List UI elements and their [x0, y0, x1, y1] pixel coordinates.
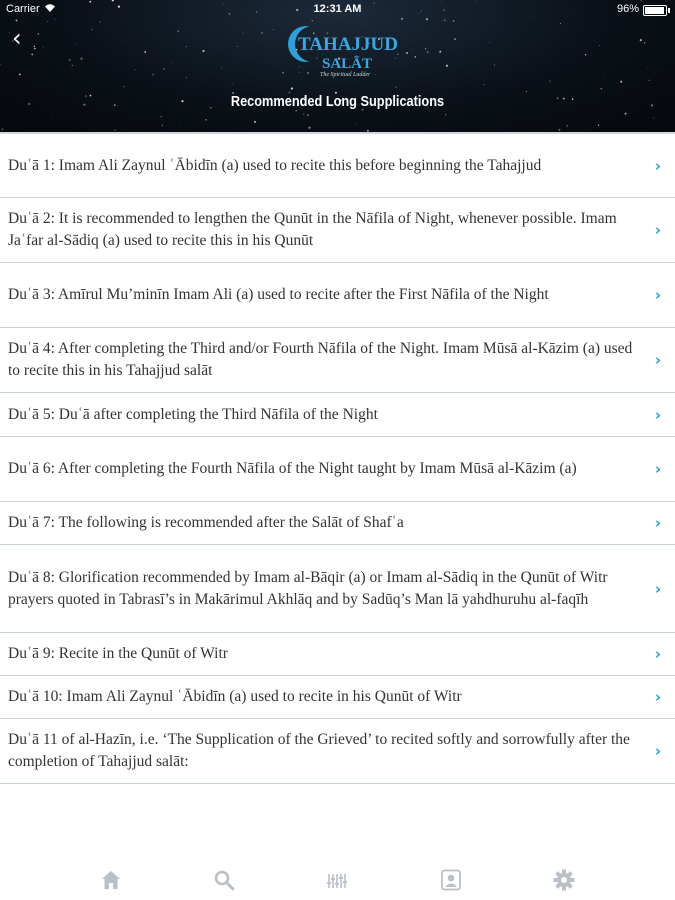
- app-logo: [286, 24, 398, 78]
- list-item-label: Duʿā 1: Imam Ali Zaynul ʿĀbidīn (a) used to recite this before beginning the Tahajjud: [8, 156, 542, 174]
- list-item-label: Duʿā 7: The following is recommended after the Salāt of Shafʿa: [8, 514, 404, 531]
- status-bar: [0, 0, 675, 20]
- chevron-right-icon: ›: [654, 688, 661, 706]
- gear-icon: [553, 869, 575, 891]
- list-item-label: Duʿā 3: Amīrul Mu’minīn Imam Ali (a) used to recite after the First Nāfila of the Night: [8, 286, 549, 303]
- list-item[interactable]: [0, 502, 675, 545]
- chevron-right-icon: ›: [654, 286, 661, 304]
- tab-settings[interactable]: [553, 869, 579, 895]
- list-item[interactable]: [0, 134, 675, 198]
- logo-tagline: The Spiritual Ladder: [320, 72, 371, 78]
- chevron-left-icon: ‹: [12, 24, 22, 52]
- chevron-right-icon: ›: [654, 514, 661, 532]
- list-item-label: Duʿā 5: Duʿā after completing the Third Nāfila of the Night: [8, 405, 378, 423]
- tab-contact[interactable]: [440, 869, 466, 895]
- chevron-right-icon: ›: [654, 156, 661, 175]
- chevron-right-icon: ›: [654, 351, 661, 369]
- list-item[interactable]: [0, 328, 675, 393]
- logo-line2: SALĀT: [322, 56, 373, 72]
- home-icon: [100, 869, 122, 891]
- chevron-right-icon: ›: [654, 742, 661, 760]
- list-item-label: Duʿā 10: Imam Ali Zaynul ʿĀbidīn (a) used to recite in his Qunūt of Witr: [8, 688, 462, 705]
- battery-percent: 96%: [616, 3, 639, 15]
- list-item[interactable]: [0, 545, 675, 633]
- list-item-label: Duʿā 2: It is recommended to lengthen the Qunūt in the Nāfila of Night, whenever possible. Imam Jaʿfar al-Sādiq (a) used to recite this in his Qunūt: [8, 210, 617, 249]
- logo-line1: TAHAJJUD: [298, 34, 398, 55]
- carrier-label: Carrier: [6, 3, 40, 15]
- chevron-right-icon: ›: [654, 645, 661, 663]
- tab-search[interactable]: [213, 869, 239, 895]
- list-item[interactable]: [0, 633, 675, 676]
- battery-icon: [643, 5, 667, 16]
- list-item[interactable]: [0, 263, 675, 328]
- list-item[interactable]: [0, 437, 675, 502]
- contact-icon: [440, 869, 462, 891]
- header: [0, 0, 675, 132]
- chevron-right-icon: ›: [654, 460, 661, 478]
- supplications-list: [0, 132, 675, 784]
- list-item-label: Duʿā 8: Glorification recommended by Imam al-Bāqir (a) or Imam al-Sādiq in the Qunūt of Witr prayers quoted in Tabrasī’s in Makārimul Akhlāq and by Sadūq’s Man lā yahdhuruhu al-faqīh: [8, 568, 608, 608]
- list-item-label: Duʿā 4: After completing the Third and/or Fourth Nāfila of the Night. Imam Mūsā al-Kāzim (a) used to recite this in his Tahajjud salāt: [8, 340, 633, 379]
- list-item-label: Duʿā 9: Recite in the Qunūt of Witr: [8, 645, 228, 662]
- chevron-right-icon: ›: [654, 405, 661, 424]
- chevron-right-icon: ›: [654, 579, 661, 598]
- list-item[interactable]: [0, 198, 675, 263]
- list-item-label: Duʿā 6: After completing the Fourth Nāfila of the Night taught by Imam Mūsā al-Kāzim (a): [8, 460, 577, 477]
- list-item[interactable]: [0, 719, 675, 784]
- list-item-label: Duʿā 11 of al-Hazīn, i.e. ‘The Supplication of the Grieved’ to recited softly and sorrowfully after the completion of Tahajjud salāt:: [8, 731, 630, 770]
- list-item[interactable]: [0, 676, 675, 719]
- search-icon: [213, 869, 235, 891]
- tab-home[interactable]: [100, 869, 126, 895]
- status-time: 12:31 AM: [313, 3, 362, 15]
- back-button[interactable]: [12, 24, 40, 52]
- list-item[interactable]: [0, 393, 675, 437]
- chevron-right-icon: ›: [654, 221, 661, 239]
- page-title: Recommended Long Supplications: [230, 93, 445, 110]
- tab-bar: [0, 855, 675, 900]
- tab-adjust[interactable]: [326, 869, 352, 895]
- sliders-icon: [326, 869, 348, 891]
